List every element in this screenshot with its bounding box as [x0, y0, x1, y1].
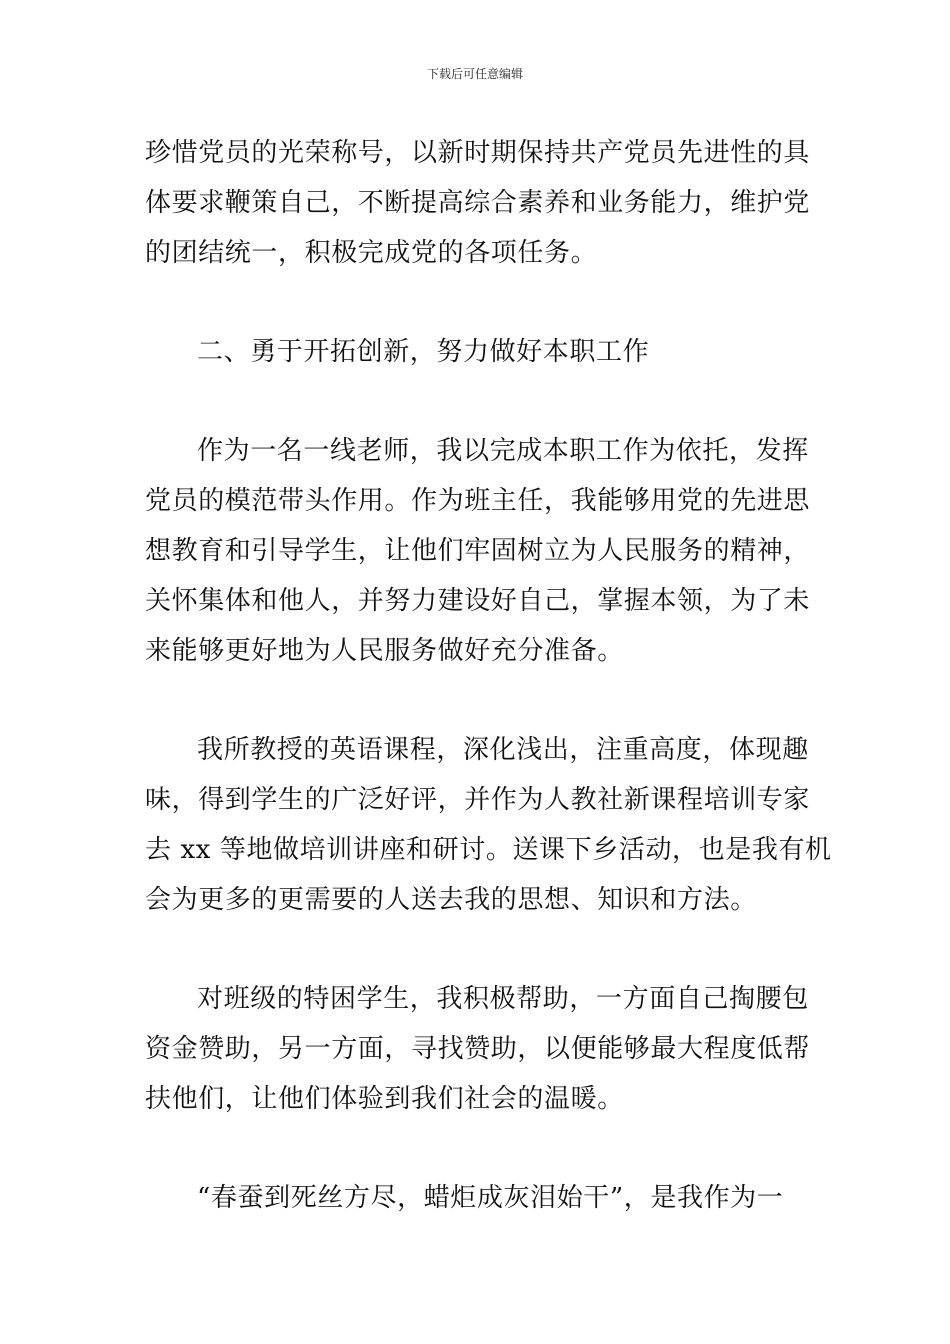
paragraph-4 — [145, 725, 832, 925]
paragraph-gap — [145, 278, 810, 327]
text-line: 去 xx 等地做培训讲座和研讨。送课下乡活动，也是我有机 — [145, 835, 832, 865]
paragraph-gap — [145, 377, 810, 426]
paragraph-gap — [145, 1124, 810, 1173]
section-heading — [145, 327, 810, 377]
paragraph-6 — [145, 1173, 810, 1223]
text-line: 想教育和引导学生，让他们牢固树立为人民服务的精神， — [145, 536, 811, 566]
text-line: 对班级的特困学生，我积极帮助，一方面自己掏腰包 — [197, 984, 809, 1014]
document-body — [145, 128, 832, 1223]
heading-line: 二、勇于开拓创新，努力做好本职工作 — [197, 337, 650, 367]
page-header: 下载后可任意编辑 — [426, 67, 523, 81]
text-line: 来能够更好地为人民服务做好充分准备。 — [145, 636, 624, 666]
text-line: 党员的模范带头作用。作为班主任，我能够用党的先进思 — [145, 486, 811, 516]
text-line: 会为更多的更需要的人送去我的思想、知识和方法。 — [145, 885, 757, 915]
text-line: 扶他们，让他们体验到我们社会的温暖。 — [145, 1084, 624, 1114]
text-line: 关怀集体和他人，并努力建设好自己，掌握本领，为了未 — [145, 586, 811, 616]
paragraph-5 — [145, 974, 810, 1124]
text-line: 珍惜党员的光荣称号，以新时期保持共产党员先进性的具 — [145, 138, 811, 168]
text-line: 的团结统一，积极完成党的各项任务。 — [145, 238, 598, 268]
text-line: 作为一名一线老师，我以完成本职工作为依托，发挥 — [197, 436, 809, 466]
paragraph-gap — [145, 676, 810, 725]
paragraph-gap — [145, 925, 810, 974]
paragraph-1 — [145, 128, 810, 278]
text-line: 体要求鞭策自己，不断提高综合素养和业务能力，维护党 — [145, 188, 811, 218]
text-line: 资金赞助，另一方面，寻找赞助，以便能够最大程度低帮 — [145, 1034, 811, 1064]
paragraph-3 — [145, 426, 810, 676]
text-line: “春蚕到死丝方尽，蜡炬成灰泪始干”，是我作为一 — [197, 1183, 784, 1213]
text-line: 味，得到学生的广泛好评，并作为人教社新课程培训专家 — [145, 785, 811, 815]
text-line: 我所教授的英语课程，深化浅出，注重高度，体现趣 — [197, 735, 809, 765]
